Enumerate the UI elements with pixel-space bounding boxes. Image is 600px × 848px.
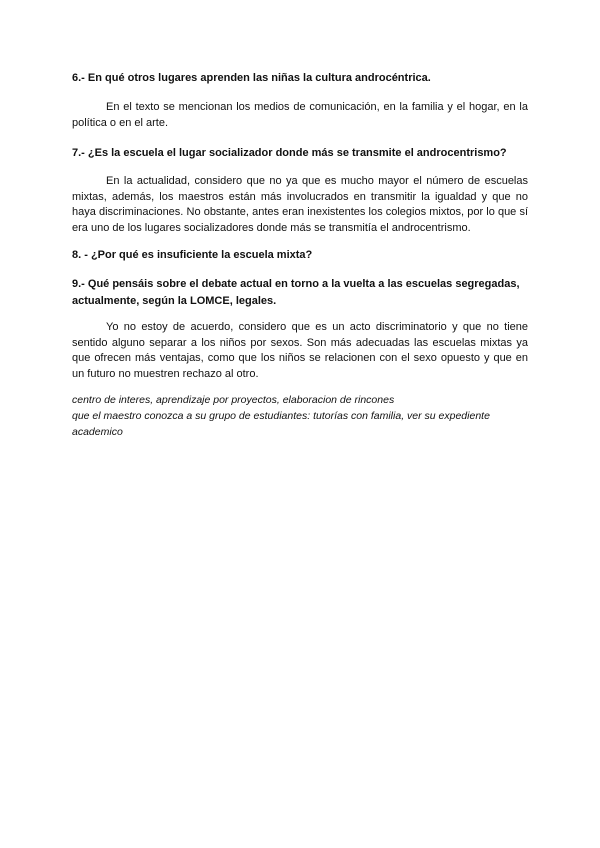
answer-9: Yo no estoy de acuerdo, considero que es un acto discriminatorio y que no tiene sentido alguno separar a los niños por sexos. Son más adecuadas las escuelas mixtas ya que ofrecen más ventajas, como que los niños se relacionen con el sexo opuesto y que en un futuro no muestren rechazo al otro. [72, 321, 528, 380]
question-9: 9.- Qué pensáis sobre el debate actual en torno a la vuelta a las escuelas segregadas, actualmente, según la LOMCE, legales. [72, 278, 520, 307]
note-line-2: que el maestro conozca a su grupo de estudiantes: tutorías con familia, ver su expediente academico [72, 410, 490, 438]
answer-6: En el texto se mencionan los medios de comunicación, en la familia y el hogar, en la política o en el arte. [72, 101, 528, 129]
question-6: 6.- En qué otros lugares aprenden las niñas la cultura androcéntrica. [72, 72, 431, 84]
note-line-1: centro de interes, aprendizaje por proyectos, elaboracion de rincones [72, 394, 395, 406]
question-7: 7.- ¿Es la escuela el lugar socializador donde más se transmite el androcentrismo? [72, 147, 507, 159]
question-8: 8. - ¿Por qué es insuficiente la escuela mixta? [72, 249, 313, 261]
answer-7: En la actualidad, considero que no ya que es mucho mayor el número de escuelas mixtas, además, los maestros están más involucrados en transmitir la igualdad y que no haya discriminaciones. No obstante, antes eran inexistentes los colegios mixtos, por lo que sí era uno de los lugares socializadores donde más se transmitía el androcentrismo. [72, 175, 528, 234]
